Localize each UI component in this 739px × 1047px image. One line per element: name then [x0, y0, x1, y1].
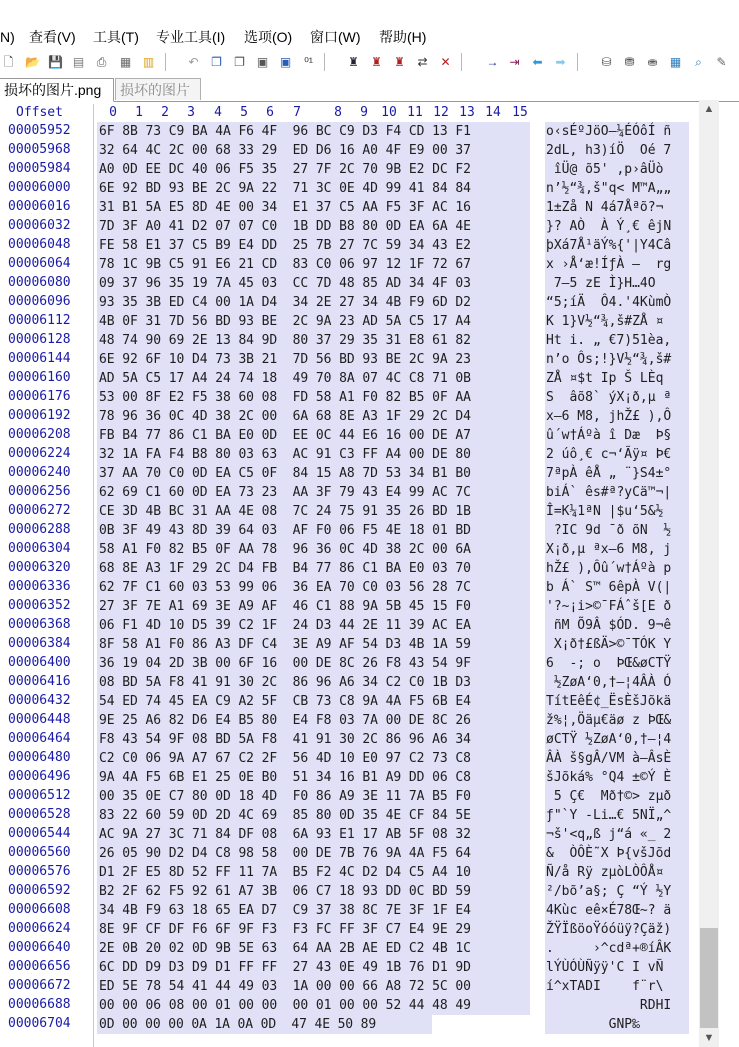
vertical-scrollbar[interactable] [699, 100, 719, 1047]
menu-help[interactable]: 帮助(H) [379, 29, 427, 45]
row-ascii[interactable]: ž%¦‚Öäµ€äø z ÞŒ& [545, 711, 689, 730]
row-hex-bytes[interactable]: C2 C0 06 9A A7 67 C2 2F 56 4D 10 E0 97 C2 73 C8 [97, 749, 530, 768]
row-hex-bytes[interactable]: 7D 3F A0 41 D2 07 07 C0 1B DD B8 80 0D EA 6A 4E [97, 217, 530, 236]
row-ascii[interactable]: Ñ/å Rÿ zµòLÒÔÅ¤ [545, 863, 689, 882]
scroll-up-arrow-icon[interactable]: ▲ [703, 103, 715, 115]
row-hex-bytes[interactable]: B2 2F 62 F5 92 61 A7 3B 06 C7 18 93 DD 0C BD 59 [97, 882, 530, 901]
hex-row [0, 844, 739, 863]
row-hex-bytes[interactable]: 6C DD D9 D3 D9 D1 FF FF 27 43 0E 49 1B 76 D1 9D [97, 958, 530, 977]
hex-row [0, 749, 739, 768]
hex-row [0, 540, 739, 559]
calculator-icon[interactable]: ▦ [669, 54, 682, 69]
hex-row [0, 274, 739, 293]
row-hex-bytes[interactable]: 2E 0B 20 02 0D 9B 5E 63 64 AA 2B AE ED C2 4B 1C [97, 939, 530, 958]
row-ascii[interactable]: lÝÙÓÙÑÿÿ'C I vÑ [545, 958, 689, 977]
hex-row [0, 996, 739, 1015]
row-ascii[interactable]: Ht i. „ €7)51èa‚ [545, 331, 689, 350]
row-hex-bytes[interactable]: 53 00 8F E2 F5 38 60 08 FD 58 A1 F0 82 B5 0F AA [97, 388, 530, 407]
row-hex-bytes[interactable]: 32 1A FA F4 B8 80 03 63 AC 91 C3 FF A4 00 DE 80 [97, 445, 530, 464]
row-hex-bytes[interactable]: CE 3D 4B BC 31 AA 4E 08 7C 24 75 91 35 26 BD 1B [97, 502, 530, 521]
row-offset: 00006112 [8, 313, 71, 328]
row-hex-bytes[interactable]: 34 4B F9 63 18 65 EA D7 C9 37 38 8C 7E 3F 1F E4 [97, 901, 530, 920]
row-offset: 00006048 [8, 237, 71, 252]
row-hex-bytes[interactable]: ED 5E 78 54 41 44 49 03 1A 00 00 66 A8 72 5C 00 [97, 977, 530, 996]
row-hex-bytes[interactable]: 31 B1 5A E5 8D 4E 00 34 E1 37 C5 AA F5 3F AC 16 [97, 198, 530, 217]
row-ascii[interactable]: x–6 M8, jhŽ£ ),Ô [545, 407, 689, 426]
row-hex-bytes[interactable]: AC 9A 27 3C 71 84 DF 08 6A 93 E1 17 AB 5F 08 32 [97, 825, 530, 844]
copy-special-icon[interactable]: ❐ [234, 54, 245, 69]
menu-tools[interactable]: 工具(T) [93, 29, 139, 45]
hex-row [0, 521, 739, 540]
row-offset: 00006304 [8, 541, 71, 556]
row-hex-bytes[interactable]: 27 3F 7E A1 69 3E A9 AF 46 C1 88 9A 5B 45 15 F0 [97, 597, 530, 616]
row-ascii[interactable]: X¡ð‚µ ªx–6 M8, j [545, 540, 689, 559]
row-offset: 00006656 [8, 959, 71, 974]
hex-row [0, 141, 739, 160]
row-offset: 00006448 [8, 712, 71, 727]
row-ascii[interactable]: “5;íÄ Ô4.'4KùmÒ [545, 293, 689, 312]
row-offset: 00006592 [8, 883, 71, 898]
hex-row [0, 122, 739, 141]
row-hex-bytes[interactable]: 37 AA 70 C0 0D EA C5 0F 84 15 A8 7D 53 34 B1 B0 [97, 464, 530, 483]
row-ascii[interactable]: b Á` S™ 6êpÀ V(| [545, 578, 689, 597]
row-ascii[interactable]: 7ªpÀ êÅ „ ¨}S4±° [545, 464, 689, 483]
hex-row [0, 312, 739, 331]
row-offset: 00006672 [8, 978, 71, 993]
row-hex-bytes[interactable]: F8 43 54 9F 08 BD 5A F8 41 91 30 2C 86 96 A6 34 [97, 730, 530, 749]
row-offset: 00006160 [8, 370, 71, 385]
hex-row [0, 369, 739, 388]
row-ascii[interactable]: ²/bõ’a§; Ç “Ý ½Y [545, 882, 689, 901]
row-ascii[interactable]: Î=K¼1ªN |$u‘5&½ [545, 502, 689, 521]
row-hex-bytes[interactable]: 4B 0F 31 7D 56 BD 93 BE 2C 9A 23 AD 5A C5 17 A4 [97, 312, 530, 331]
menu-window[interactable]: 窗口(W) [310, 29, 361, 45]
paste-icon[interactable]: ▣ [256, 54, 269, 69]
row-hex-bytes[interactable]: 62 7F C1 60 03 53 99 06 36 EA 70 C0 03 56 28 7C [97, 578, 530, 597]
hex-row [0, 445, 739, 464]
hex-row [0, 464, 739, 483]
row-hex-bytes[interactable]: 58 A1 F0 82 B5 0F AA 78 96 36 0C 4D 38 2C 00 6A [97, 540, 530, 559]
column-header: 4 [214, 105, 222, 120]
find-icon[interactable]: ♜ [348, 54, 359, 69]
hex-row [0, 217, 739, 236]
row-offset: 00006688 [8, 997, 71, 1012]
column-header: 2 [161, 105, 169, 120]
row-ascii[interactable]: ?IC 9d ¯ð õN ½ [545, 521, 689, 540]
goto-offset-icon[interactable]: ⇥ [509, 54, 520, 69]
tab-bar [0, 76, 739, 102]
row-hex-bytes[interactable]: 68 8E A3 1F 29 2C D4 FB B4 77 86 C1 BA E0 03 70 [97, 559, 530, 578]
row-ascii[interactable]: ½ZøA‘0,†–¦4ÂÀ Ó [545, 673, 689, 692]
replace-icon[interactable]: ♜ [394, 54, 405, 69]
forward-icon[interactable]: ➡ [555, 54, 566, 69]
tab-active-file[interactable]: 损坏的图片.png [0, 78, 114, 102]
row-offset: 00006032 [8, 218, 71, 233]
row-offset: 00006320 [8, 560, 71, 575]
menu-bar [0, 26, 739, 48]
hex-row [0, 179, 739, 198]
row-offset: 00006016 [8, 199, 71, 214]
row-offset: 00006400 [8, 655, 71, 670]
row-offset: 00006352 [8, 598, 71, 613]
row-hex-bytes[interactable]: 26 05 90 D2 D4 C8 98 58 00 DE 7B 76 9A 4A F5 64 [97, 844, 530, 863]
row-hex-bytes[interactable]: 6E 92 6F 10 D4 73 3B 21 7D 56 BD 93 BE 2C 9A 23 [97, 350, 530, 369]
hex-row [0, 654, 739, 673]
hex-row [0, 977, 739, 996]
hex-row [0, 616, 739, 635]
row-offset: 00006368 [8, 617, 71, 632]
row-ascii[interactable]: 2 úô¸€ c¬‘Ãÿ¤ Þ€ [545, 445, 689, 464]
row-ascii[interactable]: ƒ"`Y -Li…€ 5NÏ„^ [545, 806, 689, 825]
row-offset: 00006576 [8, 864, 71, 879]
open-ram-icon[interactable]: ⛃ [624, 54, 635, 69]
row-offset: 00005968 [8, 142, 71, 157]
find-hex-icon[interactable]: ♜ [371, 54, 382, 69]
hex-row [0, 711, 739, 730]
row-hex-bytes[interactable]: 0D 00 00 00 0A 1A 0A 0D 47 4E 50 89 [97, 1015, 432, 1034]
row-ascii[interactable]: biÁ` ês#ª?yCä™¬| [545, 483, 689, 502]
row-offset: 00006240 [8, 465, 71, 480]
hex-binary-icon[interactable]: ⁰¹ [304, 54, 313, 69]
column-header: 14 [485, 105, 501, 120]
row-ascii[interactable]: . ›^cdª+®íÂK [545, 939, 689, 958]
row-offset: 00006336 [8, 579, 71, 594]
column-header: 7 [293, 105, 301, 120]
replace-hex-icon[interactable]: ⇄ [417, 54, 428, 69]
hex-row [0, 673, 739, 692]
menu-options[interactable]: 选项(O) [244, 29, 293, 45]
toolbar-separator [324, 53, 325, 71]
row-offset: 00006528 [8, 807, 71, 822]
row-offset: 00006064 [8, 256, 71, 271]
goto-icon[interactable]: → [486, 54, 499, 69]
row-offset: 00006208 [8, 427, 71, 442]
row-offset: 00006256 [8, 484, 71, 499]
row-ascii[interactable]: øCTŸ ½ZøA‘0,†–¦4 [545, 730, 689, 749]
row-offset: 00006640 [8, 940, 71, 955]
open-icon[interactable]: 📂 [25, 54, 40, 69]
hex-row [0, 863, 739, 882]
column-header: 0 [109, 105, 117, 120]
column-header: 6 [266, 105, 274, 120]
column-header: 3 [187, 105, 195, 120]
hex-row [0, 578, 739, 597]
row-ascii[interactable]: RDHI [545, 996, 689, 1015]
row-hex-bytes[interactable]: 83 22 60 59 0D 2D 4C 69 85 80 0D 35 4E CF 84 5E [97, 806, 530, 825]
row-offset: 00006608 [8, 902, 71, 917]
hex-row [0, 388, 739, 407]
row-ascii[interactable]: 5 Ç€ Mð†©> zµð [545, 787, 689, 806]
save-icon[interactable]: 💾 [48, 54, 63, 69]
row-hex-bytes[interactable]: 62 69 C1 60 0D EA 73 23 AA 3F 79 43 E4 99 AC 7C [97, 483, 530, 502]
row-ascii[interactable]: ÂÀ š§gÂ/VM à—ÂsÈ [545, 749, 689, 768]
save-all-icon[interactable]: ▤ [72, 54, 85, 69]
row-hex-bytes[interactable]: 6E 92 BD 93 BE 2C 9A 22 71 3C 0E 4D 99 41 84 84 [97, 179, 530, 198]
row-ascii[interactable]: 7–5 zE Ì}H…4O [545, 274, 689, 293]
hex-row [0, 806, 739, 825]
column-header: 10 [381, 105, 397, 120]
column-header: 9 [360, 105, 368, 120]
row-hex-bytes[interactable]: 8F 58 A1 F0 86 A3 DF C4 3E A9 AF 54 D3 4B 1A 59 [97, 635, 530, 654]
column-header: 8 [334, 105, 342, 120]
tab-inactive-file[interactable]: 损坏的图片 [115, 78, 201, 100]
file-manager-icon[interactable]: ▥ [142, 54, 155, 69]
row-hex-bytes[interactable]: AD 5A C5 17 A4 24 74 18 49 70 8A 07 4C C8 71 0B [97, 369, 530, 388]
row-hex-bytes[interactable]: 08 BD 5A F8 41 91 30 2C 86 96 A6 34 C2 C0 1B D3 [97, 673, 530, 692]
hex-row [0, 920, 739, 939]
row-offset: 00006544 [8, 826, 71, 841]
row-ascii[interactable]: ŽŸÏßöoŸóóüÿ?Çäž) [545, 920, 689, 939]
row-ascii[interactable]: 2dL, h3)íÖ Oé 7 [545, 141, 689, 160]
row-hex-bytes[interactable]: 00 35 0E C7 80 0D 18 4D F0 86 A9 3E 11 7A B5 F0 [97, 787, 530, 806]
disk-editor-icon[interactable]: ⛂ [647, 54, 658, 69]
properties-icon[interactable]: ▦ [119, 54, 132, 69]
row-ascii[interactable]: 1±Zå N 4á7Åªõ?¬ [545, 198, 689, 217]
row-offset: 00006000 [8, 180, 71, 195]
hex-row [0, 825, 739, 844]
hex-row [0, 293, 739, 312]
row-offset: 00006704 [8, 1016, 71, 1031]
column-header: 12 [433, 105, 449, 120]
toolbar-separator [165, 53, 166, 71]
hex-row [0, 635, 739, 654]
row-ascii[interactable]: û´w†Áºà î Dæ Þ§ [545, 426, 689, 445]
row-ascii[interactable]: 4Kùc eê×É78Œ~? ä [545, 901, 689, 920]
open-disk-icon[interactable]: ⛁ [601, 54, 612, 69]
toolbar [0, 50, 739, 74]
row-offset: 00006128 [8, 332, 71, 347]
row-offset: 00006192 [8, 408, 71, 423]
row-ascii[interactable]: hŽ£ ),Ôû´w†Áºà p [545, 559, 689, 578]
column-header: 5 [240, 105, 248, 120]
row-ascii[interactable]: o‹sÉºJöO–¼ÉÓôÍ ñ [545, 122, 689, 141]
row-ascii[interactable]: ñM Õ9Â $ÓD. 9¬ê [545, 616, 689, 635]
toolbar-separator [461, 53, 462, 71]
hex-row [0, 160, 739, 179]
offset-column-label: Offset [16, 105, 63, 120]
row-hex-bytes[interactable]: 6F 8B 73 C9 BA 4A F6 4F 96 BC C9 D3 F4 CD 13 F1 [97, 122, 530, 141]
row-offset: 00006272 [8, 503, 71, 518]
row-hex-bytes[interactable]: FE 58 E1 37 C5 B9 E4 DD 25 7B 27 7C 59 34 43 E2 [97, 236, 530, 255]
row-ascii[interactable]: K 1}V½“¾,š#ZÅ ¤ [545, 312, 689, 331]
hex-row [0, 768, 739, 787]
row-ascii[interactable]: îÜ@ õ5' ,p›âÜò [545, 160, 689, 179]
row-hex-bytes[interactable]: 78 96 36 0C 4D 38 2C 00 6A 68 8E A3 1F 29 2C D4 [97, 407, 530, 426]
row-hex-bytes[interactable]: 36 19 04 2D 3B 00 6F 16 00 DE 8C 26 F8 43 54 9F [97, 654, 530, 673]
column-header: 1 [135, 105, 143, 120]
row-offset: 00006080 [8, 275, 71, 290]
row-offset: 00006384 [8, 636, 71, 651]
row-hex-bytes[interactable]: 8E 9F CF DF F6 6F 9F F3 F3 FC FF 3F C7 E4 9E 29 [97, 920, 530, 939]
hex-row [0, 331, 739, 350]
row-offset: 00006224 [8, 446, 71, 461]
scroll-down-arrow-icon[interactable]: ▼ [703, 1032, 715, 1044]
row-offset: 00006176 [8, 389, 71, 404]
hex-row [0, 958, 739, 977]
row-offset: 00006432 [8, 693, 71, 708]
column-header: 13 [459, 105, 475, 120]
find-text-icon[interactable]: ✕ [440, 54, 451, 69]
row-offset: 00006496 [8, 769, 71, 784]
row-ascii[interactable]: '?~¡i>©¯FÁˆš[E ð [545, 597, 689, 616]
row-ascii[interactable]: 6 -; o ÞŒ&øCTŸ [545, 654, 689, 673]
row-offset: 00006480 [8, 750, 71, 765]
row-offset: 00005984 [8, 161, 71, 176]
row-hex-bytes[interactable]: 9A 4A F5 6B E1 25 0E B0 51 34 16 B1 A9 DD 06 C8 [97, 768, 530, 787]
row-offset: 00006288 [8, 522, 71, 537]
row-offset: 00006624 [8, 921, 71, 936]
column-header: 11 [407, 105, 423, 120]
row-hex-bytes[interactable]: 9E 25 A6 82 D6 E4 B5 80 E4 F8 03 7A 00 DE 8C 26 [97, 711, 530, 730]
row-hex-bytes[interactable]: 93 35 3B ED C4 00 1A D4 34 2E 27 34 4B F9 6D D2 [97, 293, 530, 312]
row-ascii[interactable]: GNP‰ [545, 1015, 689, 1034]
row-offset: 00006512 [8, 788, 71, 803]
menu-file[interactable]: N) [0, 29, 15, 45]
row-ascii[interactable]: n’o Ôs;!}V½“¾,š# [545, 350, 689, 369]
row-offset: 00006560 [8, 845, 71, 860]
hex-row [0, 597, 739, 616]
row-hex-bytes[interactable]: 48 74 90 69 2E 13 84 9D 80 37 29 35 31 E8 61 82 [97, 331, 530, 350]
menu-view[interactable]: 查看(V) [29, 29, 76, 45]
hex-column-header [0, 104, 739, 122]
column-header: 15 [512, 105, 528, 120]
row-hex-bytes[interactable]: 0B 3F 49 43 8D 39 64 03 AF F0 06 F5 4E 18 01 BD [97, 521, 530, 540]
copy-icon[interactable]: ❐ [211, 54, 222, 69]
row-ascii[interactable]: ZÅ ¤$t Ip Š LÈq [545, 369, 689, 388]
hex-row [0, 559, 739, 578]
row-hex-bytes[interactable]: 32 64 4C 2C 00 68 33 29 ED D6 16 A0 4F E9 00 37 [97, 141, 530, 160]
toolbar-separator [577, 53, 578, 71]
row-hex-bytes[interactable]: 06 F1 4D 10 D5 39 C2 1F 24 D3 44 2E 11 39 AC EA [97, 616, 530, 635]
row-offset: 00006416 [8, 674, 71, 689]
search-icon[interactable]: ⌕ [695, 54, 702, 69]
row-offset: 00006096 [8, 294, 71, 309]
row-ascii[interactable]: í^xTADI f¨r\ [545, 977, 689, 996]
row-ascii[interactable]: }? AÒ À Ý¸€ êjN [545, 217, 689, 236]
row-ascii[interactable]: X¡ð†£ßÄ>©¯TÓK Y [545, 635, 689, 654]
scroll-thumb[interactable] [700, 928, 718, 1028]
hex-row [0, 692, 739, 711]
print-icon[interactable]: ⎙ [96, 54, 107, 69]
hex-row [0, 255, 739, 274]
row-offset: 00006464 [8, 731, 71, 746]
row-ascii[interactable]: n’½“¾,š"q< M™A„„ [545, 179, 689, 198]
paste-special-icon[interactable]: ▣ [279, 54, 292, 69]
hex-row [0, 236, 739, 255]
hex-grid[interactable] [0, 122, 739, 1037]
row-hex-bytes[interactable]: FB B4 77 86 C1 BA E0 0D EE 0C 44 E6 16 00 DE A7 [97, 426, 530, 445]
hex-row [0, 350, 739, 369]
row-hex-bytes[interactable]: A0 0D EE DC 40 06 F5 35 27 7F 2C 70 9B E2 DC F2 [97, 160, 530, 179]
row-hex-bytes[interactable]: 54 ED 74 45 EA C9 A2 5F CB 73 C8 9A 4A F5 6B E4 [97, 692, 530, 711]
row-hex-bytes[interactable]: 00 00 06 08 00 01 00 00 00 01 00 00 52 44 48 49 [97, 996, 530, 1015]
hex-row [0, 939, 739, 958]
menu-pro-tools[interactable]: 专业工具(I) [156, 29, 226, 45]
highlight-icon[interactable]: ✎ [716, 54, 727, 69]
hex-row [0, 483, 739, 502]
new-file-icon[interactable]: 🗋 [3, 54, 14, 69]
hex-row [0, 198, 739, 217]
hex-row [0, 407, 739, 426]
row-hex-bytes[interactable]: D1 2F E5 8D 52 FF 11 7A B5 F2 4C D2 D4 C5 A4 10 [97, 863, 530, 882]
row-offset: 00006144 [8, 351, 71, 366]
hex-row [0, 901, 739, 920]
hex-row [0, 787, 739, 806]
back-icon[interactable]: ⬅ [532, 54, 543, 69]
row-ascii[interactable]: & ÒÔÈ˜X Þ{všJõd [545, 844, 689, 863]
hex-row [0, 1015, 739, 1034]
row-ascii[interactable]: x ›Å‘æ!ÍƒÀ — rg [545, 255, 689, 274]
row-hex-bytes[interactable]: 09 37 96 35 19 7A 45 03 CC 7D 48 85 AD 34 4F 03 [97, 274, 530, 293]
row-ascii[interactable]: TítEêÉ¢_ËsÈšJõkä [545, 692, 689, 711]
hex-row [0, 426, 739, 445]
hex-row [0, 882, 739, 901]
hex-row [0, 730, 739, 749]
row-ascii[interactable]: þXá7Å¹äÝ%{'|Y4Câ [545, 236, 689, 255]
row-offset: 00005952 [8, 123, 71, 138]
row-ascii[interactable]: šJõká% °Q4 ±©Ý È [545, 768, 689, 787]
undo-icon[interactable]: ↶ [188, 54, 199, 69]
row-ascii[interactable]: S âõ8` ýX¡ð‚µ ª [545, 388, 689, 407]
hex-row [0, 502, 739, 521]
row-ascii[interactable]: ¬š'<q„ß j“á «_ 2 [545, 825, 689, 844]
row-hex-bytes[interactable]: 78 1C 9B C5 91 E6 21 CD 83 C0 06 97 12 1F 72 67 [97, 255, 530, 274]
